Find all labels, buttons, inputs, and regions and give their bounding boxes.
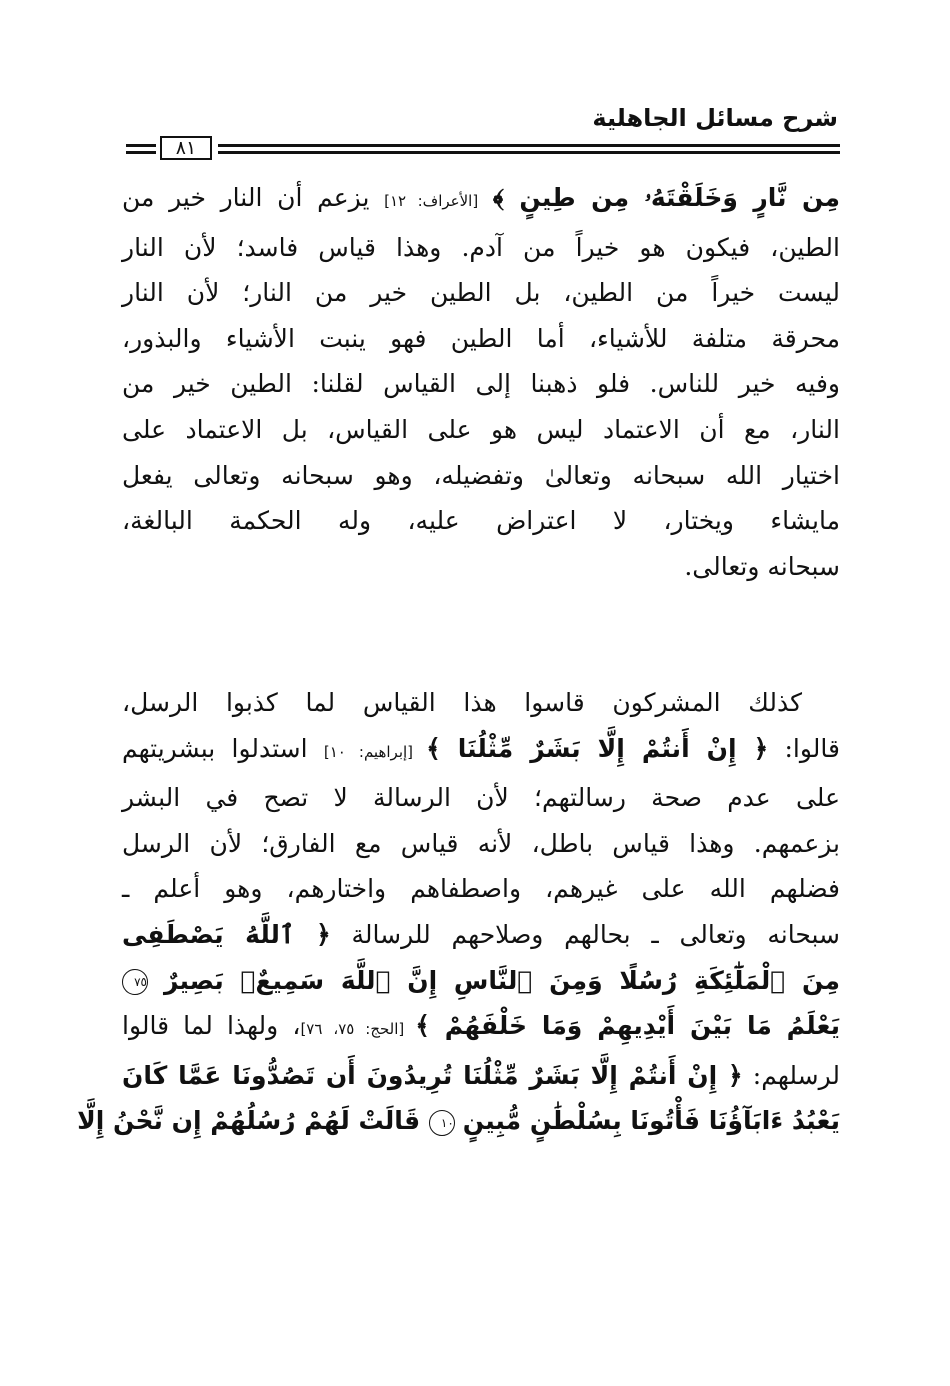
header-rule-short [126,151,156,154]
quran-verse: ﴿ ٱللَّهُ يَصْطَفِى [122,919,331,949]
header-rule [218,144,840,147]
text-span: استدلوا ببشريتهم [122,733,324,763]
text-line [122,912,840,958]
text-line: بزعمهم. وهذا قياس باطل، لأنه قياس مع الفارق؛ لأن الرسل [122,828,840,858]
running-title: شرح مسائل الجاهلية [592,104,838,132]
quran-verse: مِن نَّارٍ وَخَلَقْتَهُۥ مِن طِينٍ ﴾ [492,183,840,212]
text-line: ليست خيراً من الطين، بل الطين خير من النار؛ لأن النار [122,278,840,308]
text-span: قالوا: [768,733,840,763]
page-number: ٨١ [160,136,212,160]
text-line [122,1053,840,1099]
text-line: النار، مع أن الاعتماد ليس هو على القياس، بل الاعتماد على [122,414,840,444]
text-span: يزعم أن النار خير من [122,183,385,212]
text-line: محرقة متلفة للأشياء، أما الطين فهو ينبت الأشياء والبذور، [122,323,840,353]
text-line: فضلهم الله على غيرهم، واصطفاهم واختارهم، وهو أعلم ـ [122,874,840,904]
verse-reference: [إبراهيم: ١٠] [323,742,427,761]
text-line [122,680,840,726]
text-span: كذلك المشركون قاسوا هذا القياس لما كذبوا الرسل، [122,688,802,717]
text-line: مايشاء ويختار، لا اعتراض عليه، وله الحكمة البالغة، [122,506,840,536]
text-span: لرسلهم: [742,1060,840,1090]
header-rule-short [126,144,156,147]
paragraph-1 [122,175,840,589]
quran-verse: ﴿ إِنْ أَنتُمْ إِلَّا بَشَرٌ مِّثْلُنَا ﴾ [426,733,769,763]
text-line: الطين، فيكون هو خيراً من آدم. وهذا قياس فاسد؛ لأن النار [122,232,840,262]
text-line [122,175,840,225]
text-line [122,726,840,776]
text-line [122,1003,840,1053]
quran-verse: ﴿ إِنْ أَنتُمْ إِلَّا بَشَرٌ مِّثْلُنَا تُرِيدُونَ أَن تَصُدُّونَا عَمَّا كَانَ [122,1060,743,1090]
header-rule [218,151,840,154]
text-span: ، ولهذا لما قالوا [122,1011,301,1041]
text-line: على عدم صحة رسالتهم؛ لأن الرسالة لا تصح في البشر [122,783,840,813]
ayah-number-marker: ١٠ [429,1110,455,1136]
ayah-number-marker: ٧٥ [122,969,148,995]
quran-verse: يَعْلَمُ مَا بَيْنَ أَيْدِيهِمْ وَمَا خَلْفَهُمْ ﴾ [415,1011,840,1041]
text-line [122,958,840,1004]
text-line [77,1098,840,1144]
text-line: وفيه خير للناس. فلو ذهبنا إلى القياس لقلنا: الطين خير من [122,369,840,399]
text-line: اختيار الله سبحانه وتعالىٰ وتفضيله، وهو سبحانه وتعالى يفعل [122,460,840,490]
paragraph-2 [77,680,840,1144]
verse-reference: [الحج: ٧٥، ٧٦] [300,1020,416,1039]
quran-verse: قَالَتْ لَهُمْ رُسُلُهُمْ إِن نَّحْنُ إِلَّا [77,1106,429,1136]
quran-verse: مِنَ ٱلْمَلَٰٓئِكَةِ رُسُلًا وَمِنَ ٱلنَّاسِ إِنَّ ٱللَّهَ سَمِيعٌۢ بَصِيرٌ [163,965,840,995]
verse-reference: [الأعراف: ١٢] [384,192,479,210]
text-span: سبحانه وتعالى ـ بحالهم وصلاحهم للرسالة [330,919,840,949]
quran-verse: يَعْبُدُ ءَابَآؤُنَا فَأْتُونَا بِسُلْطَٰنٍ مُّبِينٍ [462,1106,840,1136]
text-line: سبحانه وتعالى. [684,551,840,581]
